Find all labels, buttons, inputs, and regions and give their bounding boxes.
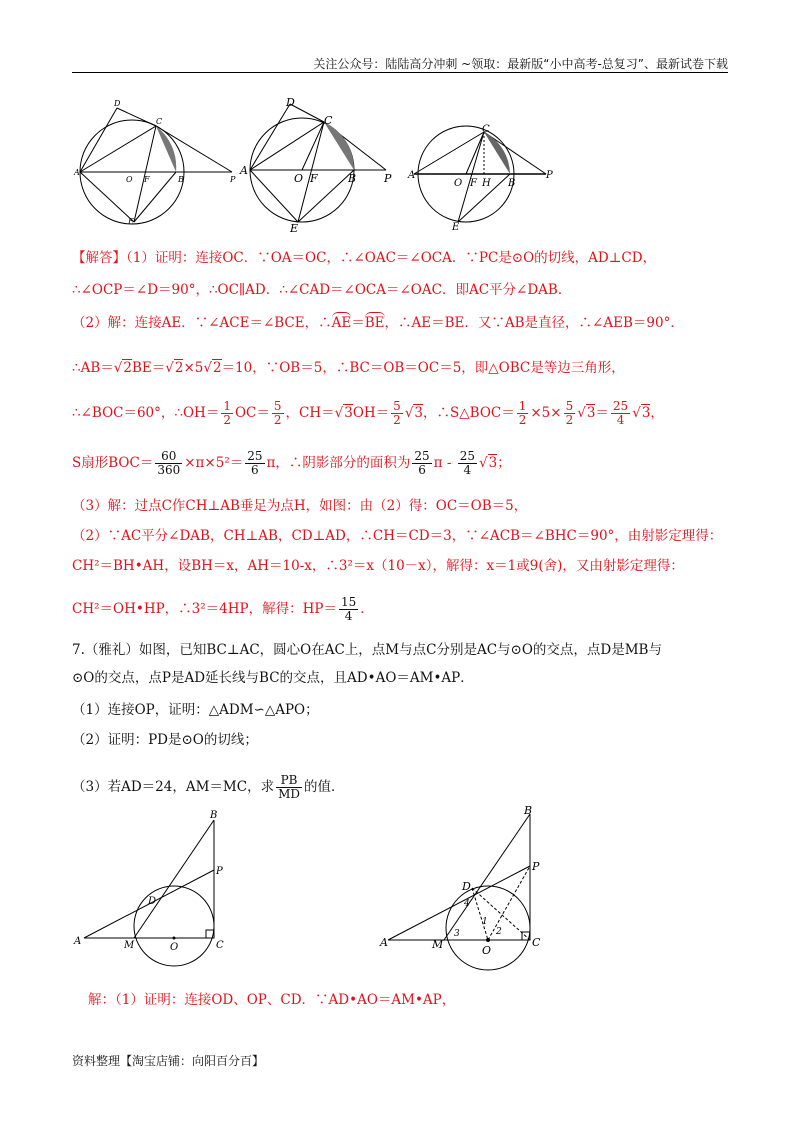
fig1-label-D: D <box>114 99 121 108</box>
problem7-q1: （1）连接OP，证明：△ADM∽△APO； <box>72 702 319 718</box>
problem7-line-1: 7.（雅礼）如图，已知BC⊥AC，圆心O在AC上，点M与点C分别是AC与⊙O的交点，点D是MB与 <box>72 642 662 658</box>
p7r-label-M: M <box>432 938 444 951</box>
p7r-label-2: 2 <box>496 927 502 937</box>
solution-line-5: ∴∠BOC＝60°，∴OH＝ $\frac{1}{2}$ OC＝ $\frac{5}{2}$ ，CH＝√3OH＝ $\frac{5}{2}$ √3，∴S△BOC＝ $\frac{1}{2}$ ×5× $\frac{5}{2}$ √3＝ $\frac{25}{4}$ √3， <box>72 399 664 427</box>
solution-line-4: ∴AB＝√2BE＝√2×5√2＝10，∵OB＝5，∴BC＝OB＝OC＝5，即△OBC是等边三角形， <box>72 360 625 376</box>
fig2-label-A: A <box>240 164 248 177</box>
p7l-label-P: P <box>216 866 223 877</box>
figure-circle-2 <box>238 92 398 237</box>
p7l-label-A: A <box>74 936 82 947</box>
p7l-label-C: C <box>216 940 224 951</box>
solution-line-9: CH²＝BH•AH，设BH＝x，AH＝10-x，∴3²＝x（10－x），解得：x＝1或9(舍)，又由射影定理得： <box>72 558 684 574</box>
p7r-label-C: C <box>532 936 541 949</box>
fig1-label-O: O <box>126 175 133 184</box>
fig3-label-A: A <box>408 170 416 181</box>
fig3-label-F: F <box>470 178 477 189</box>
arc-ae: AE <box>332 312 352 333</box>
fig3-label-O: O <box>454 178 463 189</box>
fig1-label-B: B <box>178 175 184 184</box>
p7r-label-B: B <box>524 804 533 817</box>
p7l-label-B: B <box>210 810 218 821</box>
p7r-label-1: 1 <box>482 917 488 927</box>
p7l-label-O: O <box>170 942 179 953</box>
solution-line-2: ∴∠OCP＝∠D＝90°，∴OC∥AD．∴∠CAD＝∠OCA＝∠OAC．即AC平分∠DAB． <box>72 282 572 298</box>
p7r-label-O: O <box>482 944 492 957</box>
fig1-label-P: P <box>230 175 236 184</box>
fig2-label-D: D <box>286 96 295 109</box>
fig2-label-P: P <box>384 172 392 185</box>
header-rule <box>72 72 728 73</box>
solution-line-3: （2）解：连接AE．∵∠ACE＝∠BCE，∴AE＝BE，∴AE＝BE．又∵AB是直径，∴∠AEB＝90°． <box>72 312 684 333</box>
figure-circle-3 <box>406 104 566 234</box>
fig2-label-O: O <box>294 172 304 185</box>
fig2-label-B: B <box>348 172 357 185</box>
fig1-label-A: A <box>74 168 80 177</box>
arc-be: BE <box>365 312 385 333</box>
fig3-label-P: P <box>546 170 553 181</box>
page-footer: 资料整理【淘宝店铺：向阳百分百】 <box>72 1054 265 1068</box>
solution-line-6: S扇形BOC＝ $\frac{60}{360}$ ×π×5²＝ $\frac{25}{6}$ π，∴阴影部分的面积为 $\frac{25}{6}$ π - $\frac{25}{4}$ √3； <box>72 449 511 477</box>
p7r-label-A: A <box>380 936 388 949</box>
fig3-label-E: E <box>452 222 460 233</box>
p7r-label-P: P <box>532 860 540 873</box>
solution-line-10: CH²＝OH•HP，∴3²＝4HP，解得：HP＝ $\frac{15}{4}$ ． <box>72 595 374 623</box>
p7l-label-M: M <box>124 940 135 951</box>
fig2-label-C: C <box>324 114 333 127</box>
p7r-label-3: 3 <box>454 929 460 939</box>
solution-line-7: （3）解：过点C作CH⊥AB垂足为点H，如图：由（2）得：OC＝OB＝5， <box>72 498 528 514</box>
fig3-label-C: C <box>482 124 490 135</box>
p7r-label-4: 4 <box>464 899 470 909</box>
problem7-line-2: ⊙O的交点，点P是AD延长线与BC的交点，且AD•AO＝AM•AP． <box>72 670 474 686</box>
fig1-label-F: F <box>144 175 150 184</box>
problem7-q2: （2）证明：PD是⊙O的切线； <box>72 732 258 748</box>
answer-line: 解：（1）证明：连接OD、OP、CD．∵AD•AO＝AM•AP， <box>88 992 456 1008</box>
problem7-q3: （3）若AD＝24，AM＝MC，求 $\frac{PB}{MD}$ 的值． <box>72 773 345 801</box>
fig3-label-H: H <box>482 178 491 189</box>
fig2-label-E: E <box>290 222 299 235</box>
page-header: 关注公众号：陆陆高分冲刺 ~领取：最新版“小中高考-总复习”、最新试卷下载 <box>313 57 728 71</box>
fig2-label-F: F <box>310 172 318 185</box>
fig3-label-B: B <box>508 178 516 189</box>
fig1-label-E: E <box>128 217 134 226</box>
solution-line-1: 【解答】（1）证明：连接OC．∵OA＝OC，∴∠OAC＝∠OCA．∵PC是⊙O的切线，AD⊥CD， <box>72 250 657 266</box>
figure-problem7-left <box>72 808 232 983</box>
fig1-label-C: C <box>156 117 163 126</box>
solution-line-8: （2）∵AC平分∠DAB，CH⊥AB，CD⊥AD，∴CH＝CD＝3，∵∠ACB＝∠BHC＝90°，由射影定理得： <box>72 528 723 544</box>
p7l-label-D: D <box>148 896 157 907</box>
p7r-label-D: D <box>462 880 471 893</box>
figure-problem7-right <box>378 800 548 985</box>
figure-circle-1 <box>72 96 242 226</box>
